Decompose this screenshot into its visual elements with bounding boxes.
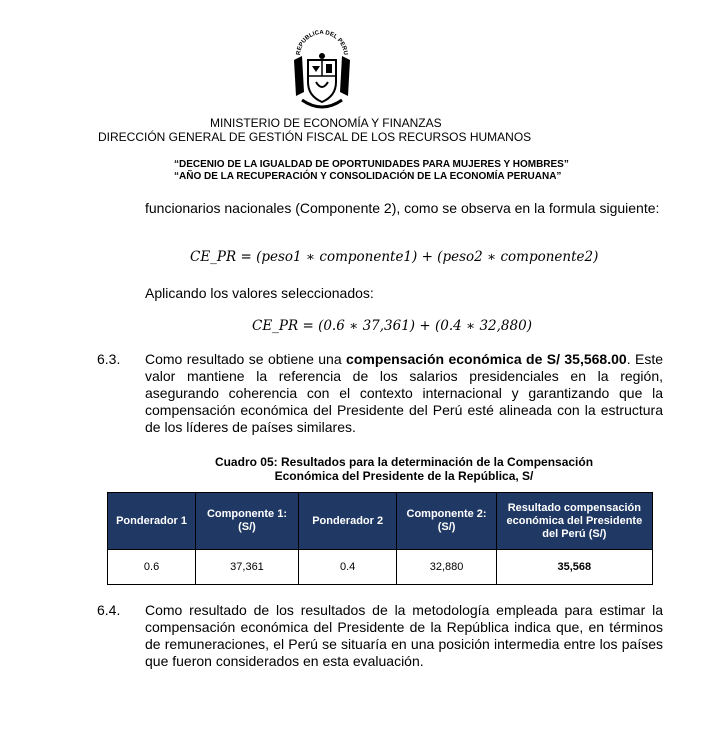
direction-name: DIRECCIÓN GENERAL DE GESTIÓN FISCAL DE LOS RECURSOS HUMANOS xyxy=(98,130,532,144)
header-componente-1: Componente 1: (S/) xyxy=(196,493,299,550)
ministry-name: MINISTERIO DE ECONOMÍA Y FINANZAS xyxy=(210,116,442,130)
table-header-row xyxy=(108,493,653,550)
paragraph-6-3-bold: compensación económica de S/ 35,568.00 xyxy=(346,351,627,367)
table-caption xyxy=(145,455,663,483)
header-componente-2: Componente 2: (S/) xyxy=(397,493,496,550)
paragraph-6-3-rest: . Este valor mantiene la referencia de los salarios presidenciales en la región, asegurando coherencia con el contexto internacional y garantizando que la compensación económica del Presidente del Perú esté alineada con la estructura de los líderes de países similares. xyxy=(145,351,663,435)
section-number-6-3: 6.3. xyxy=(97,351,121,367)
crest-text: REPUBLICA DEL PERU xyxy=(295,30,349,56)
cell-componente-1: 37,361 xyxy=(196,550,299,585)
cell-ponderador-1: 0.6 xyxy=(108,550,196,585)
paragraph-6-3-lead: Como resultado se obtiene una xyxy=(145,351,347,367)
cell-componente-2: 32,880 xyxy=(397,550,496,585)
header-ponderador-2: Ponderador 2 xyxy=(298,493,397,550)
formula-general: CE_PR = (peso1 ∗ componente1) + (peso2 ∗ componente2) xyxy=(190,249,599,265)
decenio-line: “DECENIO DE LA IGUALDAD DE OPORTUNIDADES PARA MUJERES Y HOMBRES” xyxy=(174,159,569,170)
table-caption-line1: Cuadro 05: Resultados para la determinación de la Compensación xyxy=(214,455,594,469)
paragraph-6-4: Como resultado de los resultados de la metodología empleada para estimar la compensación económica del Presidente de la República indica que, en términos de remuneraciones, el Perú se situaría en una posición intermedia entre los países que fueron considerados en esta evaluación. xyxy=(145,602,663,669)
header-ponderador-1: Ponderador 1 xyxy=(108,493,196,550)
table-row xyxy=(108,550,653,585)
anio-line: “AÑO DE LA RECUPERACIÓN Y CONSOLIDACIÓN DE LA ECONOMÍA PERUANA” xyxy=(174,171,562,182)
coat-of-arms-icon xyxy=(290,30,354,112)
paragraph-intro: funcionarios nacionales (Componente 2), como se observa en la formula siguiente: xyxy=(145,200,660,216)
formula-values: CE_PR = (0.6 ∗ 37,361) + (0.4 ∗ 32,880) xyxy=(252,318,532,334)
header-resultado: Resultado compensación económica del Presidente del Perú (S/) xyxy=(496,493,652,550)
table-caption-line2: Económica del Presidente de la República, S/ xyxy=(274,469,534,483)
svg-text:REPUBLICA DEL PERU xyxy=(296,30,348,55)
cell-resultado: 35,568 xyxy=(496,550,652,585)
paragraph-6-3 xyxy=(145,351,663,436)
applying-values-text: Aplicando los valores seleccionados: xyxy=(145,285,374,301)
results-table xyxy=(107,492,653,585)
section-number-6-4: 6.4. xyxy=(97,602,121,618)
cell-ponderador-2: 0.4 xyxy=(298,550,397,585)
